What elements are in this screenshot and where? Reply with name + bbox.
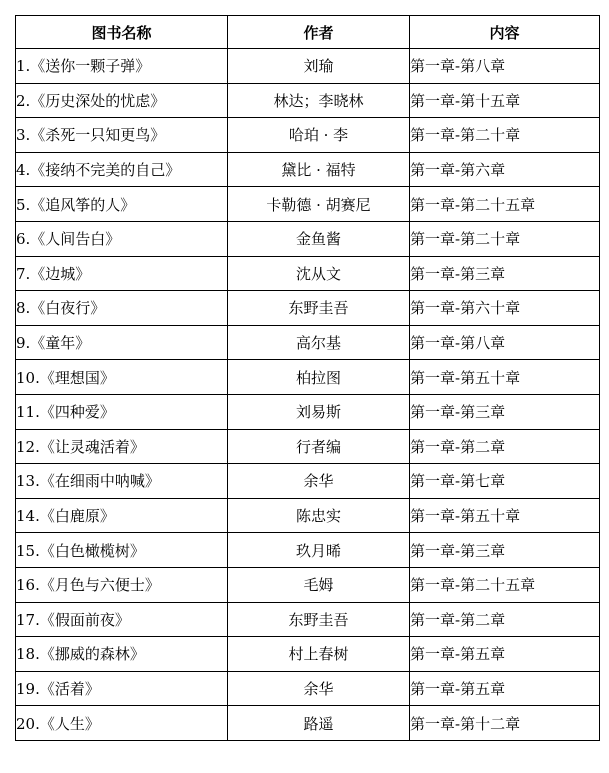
content-cell: 第一章-第八章 <box>410 49 600 84</box>
table-body <box>16 49 600 741</box>
book-title-cell: 9.《童年》 <box>16 325 228 360</box>
book-title-cell: 18.《挪威的森林》 <box>16 637 228 672</box>
table-row <box>16 429 600 464</box>
author-cell: 余华 <box>228 464 410 499</box>
author-cell: 余华 <box>228 671 410 706</box>
author-cell: 玖月晞 <box>228 533 410 568</box>
book-title-cell: 6.《人间告白》 <box>16 221 228 256</box>
table-row <box>16 83 600 118</box>
table-row <box>16 671 600 706</box>
content-cell: 第一章-第六十章 <box>410 291 600 326</box>
header-author: 作者 <box>228 16 410 49</box>
content-cell: 第一章-第五十章 <box>410 498 600 533</box>
book-title-cell: 1.《送你一颗子弹》 <box>16 49 228 84</box>
table-row <box>16 325 600 360</box>
content-cell: 第一章-第二十章 <box>410 221 600 256</box>
table-row <box>16 706 600 741</box>
header-content: 内容 <box>410 16 600 49</box>
content-cell: 第一章-第八章 <box>410 325 600 360</box>
author-cell: 黛比 · 福特 <box>228 152 410 187</box>
table-row <box>16 498 600 533</box>
author-cell: 卡勒德 · 胡赛尼 <box>228 187 410 222</box>
header-book-title: 图书名称 <box>16 16 228 49</box>
book-title-cell: 17.《假面前夜》 <box>16 602 228 637</box>
author-cell: 东野圭吾 <box>228 602 410 637</box>
content-cell: 第一章-第六章 <box>410 152 600 187</box>
content-cell: 第一章-第二章 <box>410 429 600 464</box>
book-title-cell: 4.《接纳不完美的自己》 <box>16 152 228 187</box>
author-cell: 路遥 <box>228 706 410 741</box>
table-row <box>16 291 600 326</box>
table-row <box>16 360 600 395</box>
book-title-cell: 5.《追风筝的人》 <box>16 187 228 222</box>
content-cell: 第一章-第三章 <box>410 533 600 568</box>
content-cell: 第一章-第二十章 <box>410 118 600 153</box>
author-cell: 哈珀 · 李 <box>228 118 410 153</box>
content-cell: 第一章-第三章 <box>410 256 600 291</box>
author-cell: 刘瑜 <box>228 49 410 84</box>
book-title-cell: 20.《人生》 <box>16 706 228 741</box>
author-cell: 金鱼酱 <box>228 221 410 256</box>
table-row <box>16 464 600 499</box>
table-row <box>16 602 600 637</box>
table-row <box>16 256 600 291</box>
content-cell: 第一章-第二十五章 <box>410 567 600 602</box>
table-row <box>16 152 600 187</box>
header-row <box>16 16 600 49</box>
author-cell: 柏拉图 <box>228 360 410 395</box>
author-cell: 林达；李晓林 <box>228 83 410 118</box>
author-cell: 陈忠实 <box>228 498 410 533</box>
content-cell: 第一章-第十五章 <box>410 83 600 118</box>
author-cell: 东野圭吾 <box>228 291 410 326</box>
author-cell: 村上春树 <box>228 637 410 672</box>
author-cell: 沈从文 <box>228 256 410 291</box>
book-title-cell: 14.《白鹿原》 <box>16 498 228 533</box>
table-row <box>16 637 600 672</box>
book-title-cell: 10.《理想国》 <box>16 360 228 395</box>
author-cell: 刘易斯 <box>228 394 410 429</box>
table-row <box>16 394 600 429</box>
author-cell: 毛姆 <box>228 567 410 602</box>
book-title-cell: 11.《四种爱》 <box>16 394 228 429</box>
book-title-cell: 7.《边城》 <box>16 256 228 291</box>
book-title-cell: 19.《活着》 <box>16 671 228 706</box>
content-cell: 第一章-第五十章 <box>410 360 600 395</box>
content-cell: 第一章-第二十五章 <box>410 187 600 222</box>
table-header <box>16 16 600 49</box>
author-cell: 高尔基 <box>228 325 410 360</box>
book-list-table <box>15 15 600 741</box>
table-row <box>16 221 600 256</box>
content-cell: 第一章-第三章 <box>410 394 600 429</box>
content-cell: 第一章-第五章 <box>410 671 600 706</box>
table-row <box>16 118 600 153</box>
book-title-cell: 16.《月色与六便士》 <box>16 567 228 602</box>
book-title-cell: 12.《让灵魂活着》 <box>16 429 228 464</box>
content-cell: 第一章-第七章 <box>410 464 600 499</box>
book-title-cell: 2.《历史深处的忧虑》 <box>16 83 228 118</box>
table-row <box>16 187 600 222</box>
table-row <box>16 49 600 84</box>
content-cell: 第一章-第十二章 <box>410 706 600 741</box>
book-title-cell: 13.《在细雨中呐喊》 <box>16 464 228 499</box>
content-cell: 第一章-第二章 <box>410 602 600 637</box>
table-row <box>16 567 600 602</box>
book-title-cell: 15.《白色橄榄树》 <box>16 533 228 568</box>
book-title-cell: 3.《杀死一只知更鸟》 <box>16 118 228 153</box>
table-row <box>16 533 600 568</box>
content-cell: 第一章-第五章 <box>410 637 600 672</box>
author-cell: 行者编 <box>228 429 410 464</box>
book-title-cell: 8.《白夜行》 <box>16 291 228 326</box>
